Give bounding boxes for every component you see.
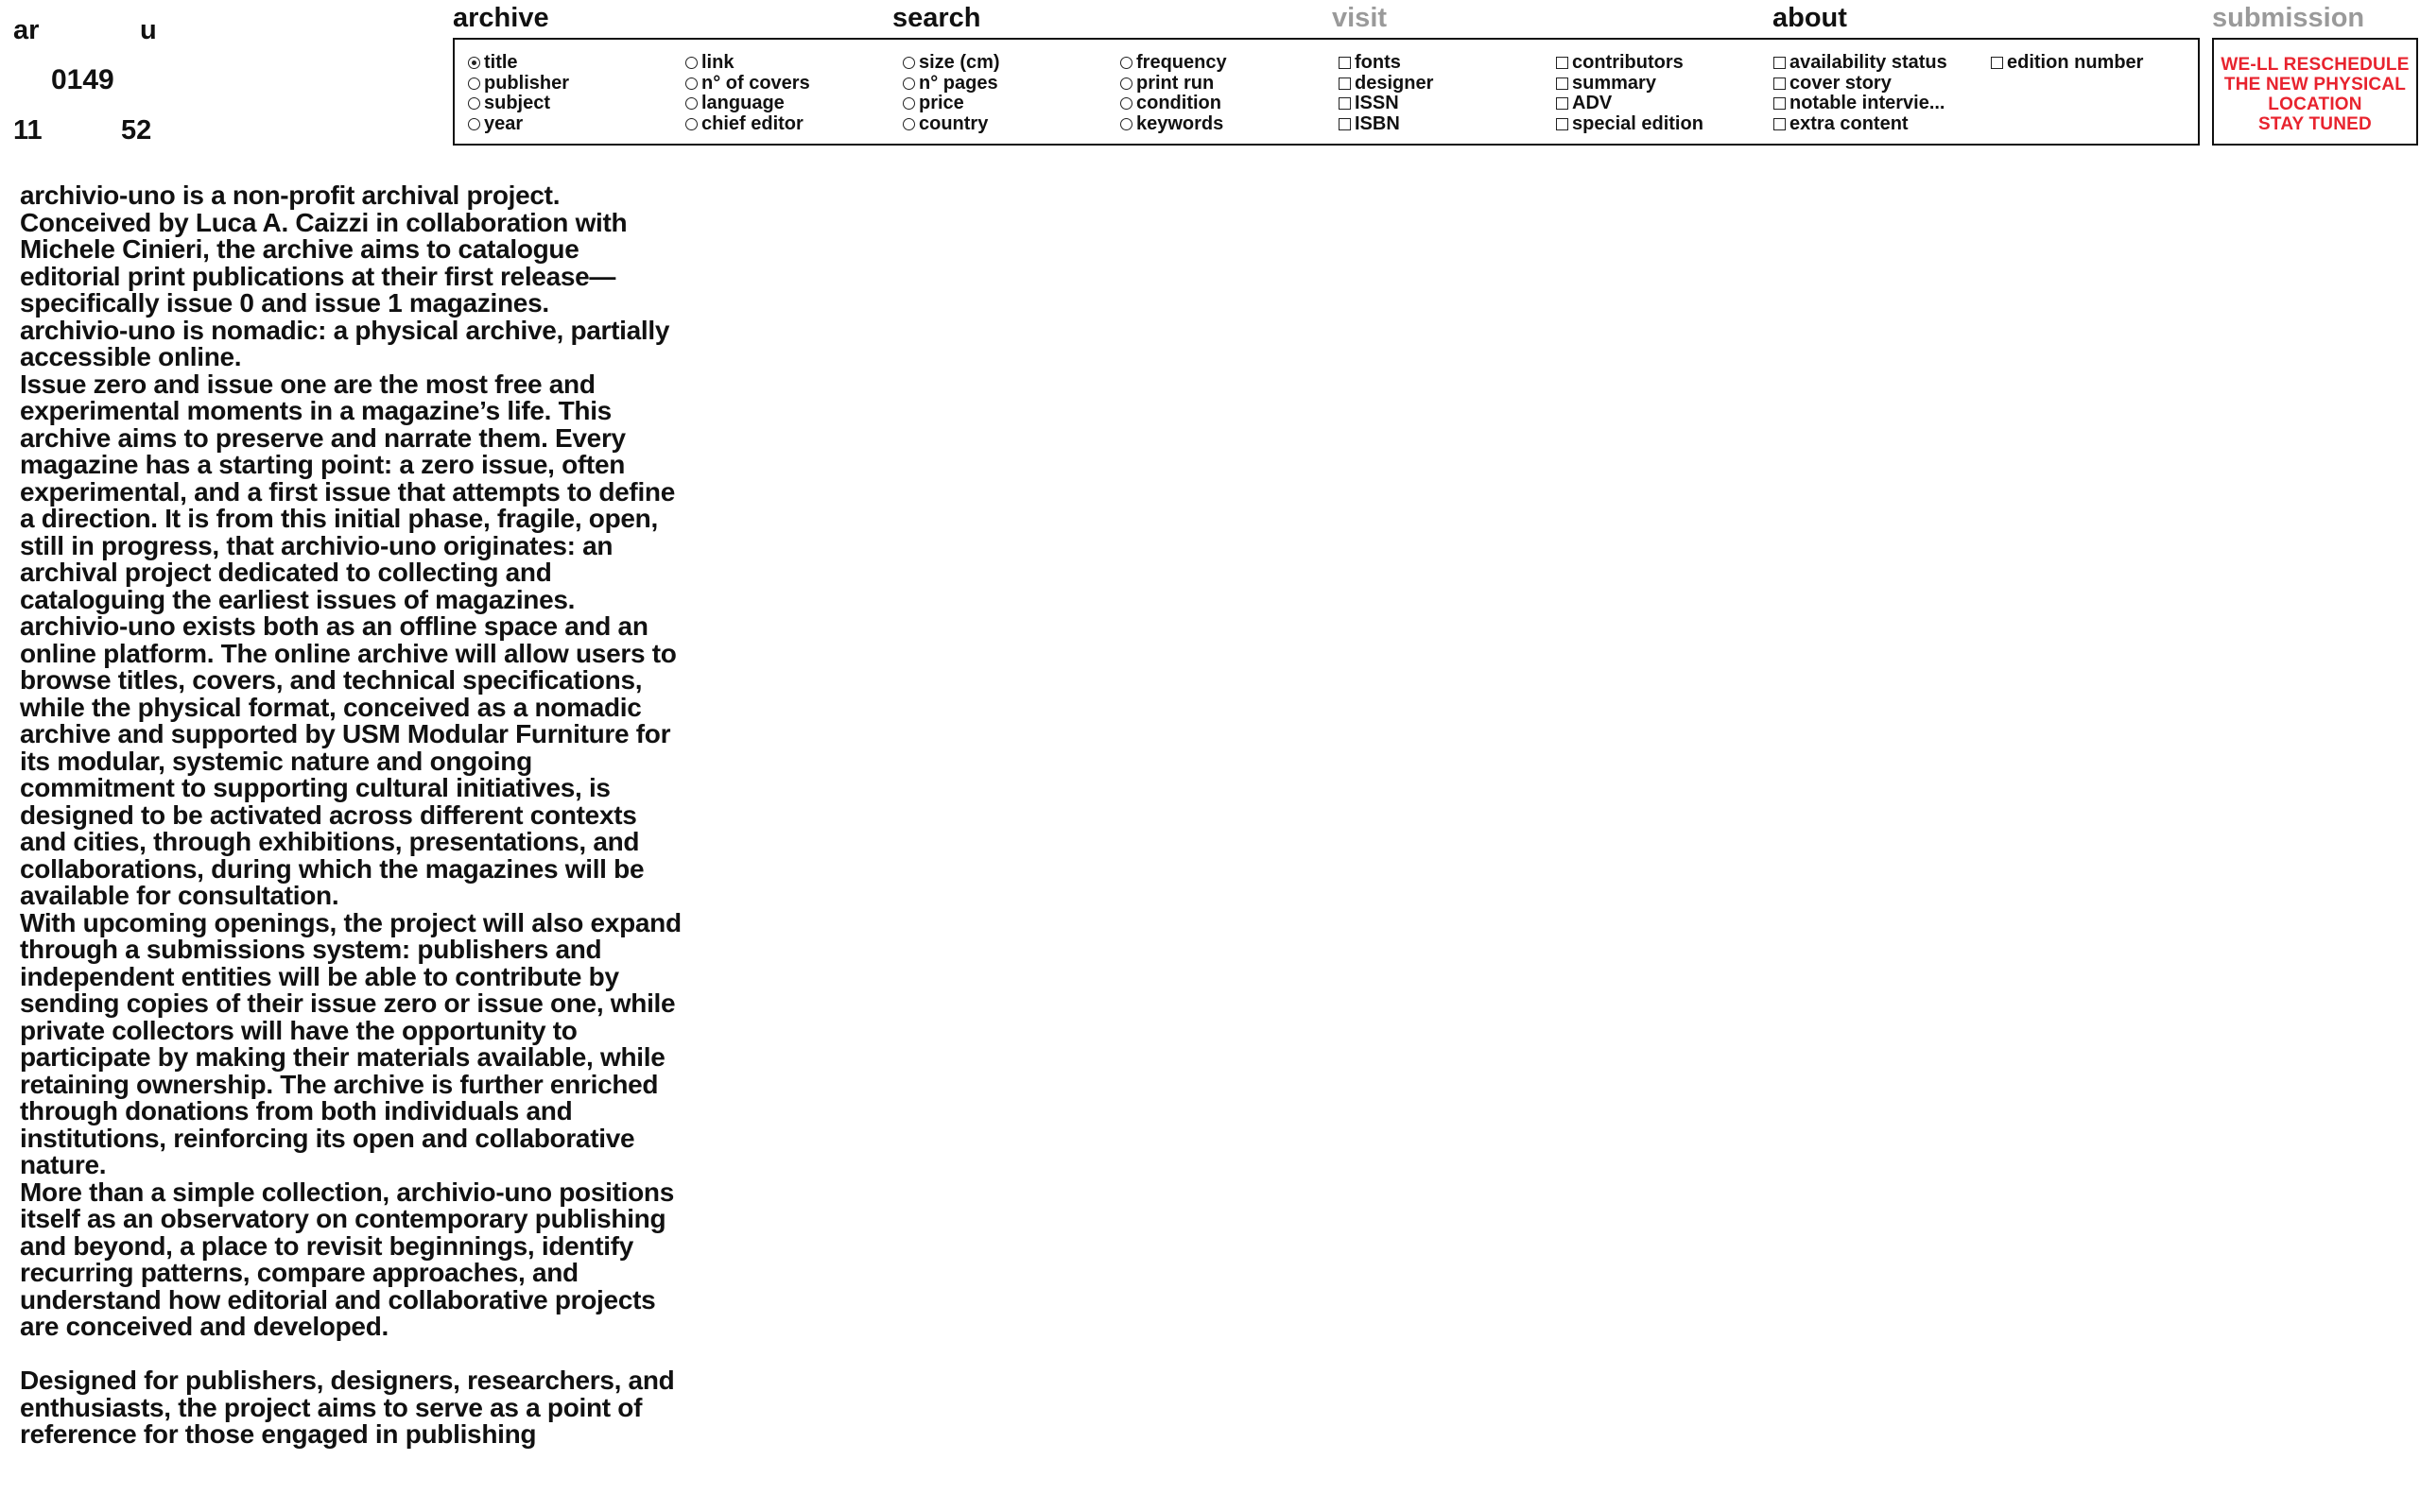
sort-option-print-run[interactable]	[1120, 74, 1227, 94]
sort-option-label: publisher	[484, 72, 570, 94]
sort-column-3	[903, 53, 1000, 134]
counter-right: 52	[121, 115, 152, 146]
field-toggle-notable-interviews[interactable]	[1773, 94, 1947, 114]
field-toggle-label: summary	[1572, 72, 1656, 94]
checkbox-icon[interactable]	[1991, 57, 2003, 69]
checkbox-icon[interactable]	[1339, 118, 1351, 130]
field-toggle-label: edition number	[2007, 52, 2144, 74]
checkbox-icon[interactable]	[1339, 57, 1351, 69]
radio-icon[interactable]	[1120, 97, 1132, 110]
sort-option-label: link	[701, 52, 735, 74]
sort-option-subject[interactable]	[468, 94, 569, 114]
field-toggle-label: cover story	[1789, 72, 1892, 94]
field-toggle-summary[interactable]	[1556, 74, 1703, 94]
field-toggle-label: ISSN	[1355, 93, 1399, 114]
sort-option-link[interactable]	[685, 53, 810, 74]
sort-option-size[interactable]	[903, 53, 1000, 74]
field-column-4	[1991, 53, 2143, 74]
sort-column-4	[1120, 53, 1227, 134]
radio-selected-icon[interactable]	[468, 57, 480, 69]
checkbox-icon[interactable]	[1556, 118, 1568, 130]
field-toggle-label: notable intervie...	[1789, 93, 1945, 114]
sort-option-label: print run	[1136, 72, 1215, 94]
announcement-line: WE-LL RESCHEDULE	[2221, 55, 2410, 75]
nav-archive[interactable]: archive	[453, 3, 549, 33]
sort-option-label: subject	[484, 93, 551, 114]
field-toggle-contributors[interactable]	[1556, 53, 1703, 74]
radio-icon[interactable]	[685, 77, 698, 90]
radio-icon[interactable]	[903, 97, 915, 110]
sort-option-language[interactable]	[685, 94, 810, 114]
radio-icon[interactable]	[1120, 57, 1132, 69]
radio-icon[interactable]	[685, 97, 698, 110]
logo-text-ar: ar	[13, 15, 40, 45]
about-paragraph: archivio-uno exists both as an offline space and an online platform. The online archive will allow users to browse titles, covers, and technical specifications, while the physical format, conceived as a nomadic archive and supported by USM Modular Furniture for its modular, systemic nature and ongoing commitment to supporting cultural initiatives, is designed to be activated across different contexts and cities, through exhibitions, presentations, and collaborations, during which the magazines will be available for consultation.	[20, 611, 677, 910]
about-text	[20, 182, 682, 1449]
field-toggle-issn[interactable]	[1339, 94, 1433, 114]
sort-option-year[interactable]	[468, 114, 569, 135]
field-toggle-special-edition[interactable]	[1556, 114, 1703, 135]
filter-panel	[453, 38, 2200, 146]
radio-icon[interactable]	[685, 57, 698, 69]
checkbox-icon[interactable]	[1556, 77, 1568, 90]
field-toggle-label: designer	[1355, 72, 1434, 94]
announcement-line: LOCATION	[2268, 94, 2362, 114]
checkbox-icon[interactable]	[1339, 77, 1351, 90]
radio-icon[interactable]	[903, 118, 915, 130]
sort-option-label: year	[484, 112, 524, 134]
field-toggle-designer[interactable]	[1339, 74, 1433, 94]
checkbox-icon[interactable]	[1556, 97, 1568, 110]
radio-icon[interactable]	[1120, 118, 1132, 130]
sort-option-label: n° pages	[919, 72, 998, 94]
field-toggle-label: ISBN	[1355, 112, 1400, 134]
field-toggle-cover-story[interactable]	[1773, 74, 1947, 94]
sort-option-label: keywords	[1136, 112, 1224, 134]
sort-option-label: frequency	[1136, 52, 1227, 74]
about-paragraph: archivio-uno is a non-profit archival project. Conceived by Luca A. Caizzi in collaboration with Michele Cinieri, the archive aims to catalogue editorial print publications at their first release—specifically issue 0 and issue 1 magazines.	[20, 180, 628, 318]
radio-icon[interactable]	[1120, 77, 1132, 90]
sort-option-label: size (cm)	[919, 52, 1000, 74]
checkbox-icon[interactable]	[1773, 118, 1786, 130]
checkbox-icon[interactable]	[1773, 97, 1786, 110]
sort-option-frequency[interactable]	[1120, 53, 1227, 74]
checkbox-icon[interactable]	[1773, 77, 1786, 90]
nav-visit[interactable]: visit	[1332, 3, 1388, 33]
field-column-1	[1339, 53, 1433, 134]
radio-icon[interactable]	[468, 77, 480, 90]
about-paragraph: Issue zero and issue one are the most free and experimental moments in a magazine’s life. This archive aims to preserve and narrate them. Every magazine has a starting point: a zero issue, often experimental, and a first issue that attempts to define a direction. It is from this initial phase, fragile, open, still in progress, that archivio-uno originates: an archival project dedicated to collecting and cataloguing the earliest issues of magazines.	[20, 369, 676, 614]
field-column-2	[1556, 53, 1703, 134]
field-toggle-edition-number[interactable]	[1991, 53, 2143, 74]
sort-option-label: language	[701, 93, 785, 114]
about-paragraph: archivio-uno is nomadic: a physical archive, partially accessible online.	[20, 315, 670, 371]
about-paragraph: Designed for publishers, designers, researchers, and enthusiasts, the project aims to serve as a point of reference for those engaged in publishing	[20, 1366, 675, 1449]
field-toggle-isbn[interactable]	[1339, 114, 1433, 135]
issue-counter: 0149	[51, 64, 114, 95]
sort-option-label: price	[919, 93, 964, 114]
nav-search[interactable]: search	[892, 3, 981, 33]
logo-text-u: u	[140, 15, 157, 45]
sort-option-country[interactable]	[903, 114, 1000, 135]
radio-icon[interactable]	[468, 97, 480, 110]
field-toggle-availability[interactable]	[1773, 53, 1947, 74]
checkbox-icon[interactable]	[1339, 97, 1351, 110]
sort-column-1	[468, 53, 569, 134]
radio-icon[interactable]	[903, 77, 915, 90]
field-toggle-label: contributors	[1572, 52, 1684, 74]
site-logo[interactable]	[13, 11, 164, 153]
field-toggle-label: availability status	[1789, 52, 1947, 74]
field-column-3	[1773, 53, 1947, 134]
sort-option-label: title	[484, 52, 518, 74]
radio-icon[interactable]	[903, 57, 915, 69]
radio-icon[interactable]	[468, 118, 480, 130]
field-toggle-fonts[interactable]	[1339, 53, 1433, 74]
field-toggle-label: fonts	[1355, 52, 1401, 74]
field-toggle-adv[interactable]	[1556, 94, 1703, 114]
field-toggle-label: extra content	[1789, 112, 1909, 134]
sort-option-pages[interactable]	[903, 74, 1000, 94]
sort-option-label: n° of covers	[701, 72, 810, 94]
checkbox-icon[interactable]	[1773, 57, 1786, 69]
field-toggle-label: special edition	[1572, 112, 1703, 134]
sort-option-label: chief editor	[701, 112, 804, 134]
announcement-line: STAY TUNED	[2258, 114, 2372, 134]
nav-about[interactable]: about	[1772, 3, 1847, 33]
sort-option-label: country	[919, 112, 989, 134]
about-paragraph: With upcoming openings, the project will also expand through a submissions system: publishers and independent entities will be able to contribute by sending copies of their issue zero or issue one, while private collectors will have the opportunity to participate by making their materials available, while retaining ownership. The archive is further enriched through donations from both individuals and institutions, reinforcing its open and collaborative nature.	[20, 907, 682, 1179]
sort-option-publisher[interactable]	[468, 74, 569, 94]
counter-left: 11	[13, 115, 43, 146]
sort-option-label: condition	[1136, 93, 1221, 114]
sort-option-keywords[interactable]	[1120, 114, 1227, 135]
about-paragraph: More than a simple collection, archivio-uno positions itself as an observatory on contemporary publishing and beyond, a place to revisit beginnings, identify recurring patterns, compare approaches, and understand how editorial and collaborative projects are conceived and developed.	[20, 1177, 674, 1341]
sort-option-price[interactable]	[903, 94, 1000, 114]
field-toggle-extra-content[interactable]	[1773, 114, 1947, 135]
sort-option-title[interactable]	[468, 53, 569, 74]
sort-option-chief-editor[interactable]	[685, 114, 810, 135]
field-toggle-label: ADV	[1572, 93, 1613, 114]
announcement-line: THE NEW PHYSICAL	[2223, 75, 2407, 94]
sort-column-2	[685, 53, 810, 134]
nav-submission[interactable]: submission	[2212, 3, 2365, 33]
announcement-box	[2212, 38, 2418, 146]
radio-icon[interactable]	[685, 118, 698, 130]
sort-option-covers[interactable]	[685, 74, 810, 94]
checkbox-icon[interactable]	[1556, 57, 1568, 69]
sort-option-condition[interactable]	[1120, 94, 1227, 114]
